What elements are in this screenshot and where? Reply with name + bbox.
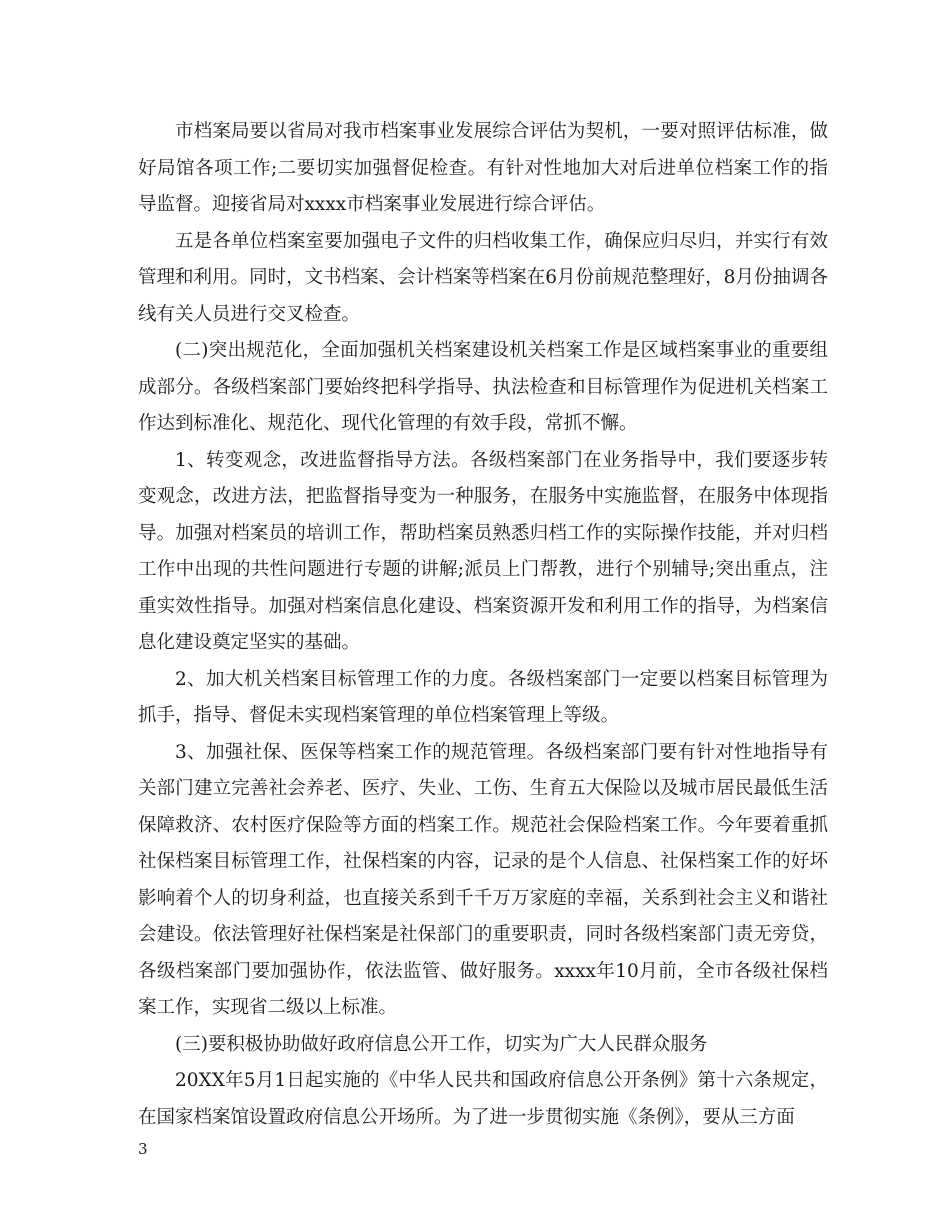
page-number: 3 (138, 1140, 148, 1158)
paragraph: 3、加强社保、医保等档案工作的规范管理。各级档案部门要有针对性地指导有关部门建立完善社会养老、医疗、失业、工伤、生育五大保险以及城市居民最低生活保障救济、农村医疗保险等方面的档案工作。规范社会保险档案工作。今年要着重抓社保档案目标管理工作，社保档案的内容，记录的是个人信息、社保档案工作的好坏影响着个人的切身利益，也直接关系到千千万万家庭的幸福，关系到社会主义和谐社会建设。依法管理好社保档案是社保部门的重要职责，同时各级档案部门责无旁贷，各级档案部门要加强协作，依法监管、做好服务。xxxx年10月前，全市各级社保档案工作，实现省二级以上标准。 (138, 741, 828, 1018)
paragraph: 2、加大机关档案目标管理工作的力度。各级档案部门一定要以档案目标管理为抓手，指导、督促未实现档案管理的单位档案管理上等级。 (138, 668, 828, 726)
paragraph: 市档案局要以省局对我市档案事业发展综合评估为契机，一要对照评估标准，做好局馆各项工作;二要切实加强督促检查。有针对性地加大对后进单位档案工作的指导监督。迎接省局对xxxx市档案事业发展进行综合评估。 (138, 121, 828, 215)
body-text (138, 114, 828, 1136)
paragraph: 五是各单位档案室要加强电子文件的归档收集工作，确保应归尽归，并实行有效管理和利用。同时，文书档案、会计档案等档案在6月份前规范整理好，8月份抽调各线有关人员进行交叉检查。 (138, 230, 828, 325)
paragraph: (二)突出规范化，全面加强机关档案建设机关档案工作是区域档案事业的重要组成部分。各级档案部门要始终把科学指导、执法检查和目标管理作为促进机关档案工作达到标准化、规范化、现代化管理的有效手段，常抓不懈。 (138, 340, 828, 434)
paragraph: 1、转变观念，改进监督指导方法。各级档案部门在业务指导中，我们要逐步转变观念，改进方法，把监督指导变为一种服务，在服务中实施监督，在服务中体现指导。加强对档案员的培训工作，帮助档案员熟悉归档工作的实际操作技能，并对归档工作中出现的共性问题进行专题的讲解;派员上门帮教，进行个别辅导;突出重点，注重实效性指导。加强对档案信息化建设、档案资源开发和利用工作的指导，为档案信息化建设奠定坚实的基础。 (138, 449, 828, 653)
paragraph: (三)要积极协助做好政府信息公开工作，切实为广大人民群众服务 (175, 1033, 708, 1055)
paragraph: 20XX年5月1日起实施的《中华人民共和国政府信息公开条例》第十六条规定，在国家档案馆设置政府信息公开场所。为了进一步贯彻实施《条例》，要从三方面 (138, 1070, 828, 1128)
